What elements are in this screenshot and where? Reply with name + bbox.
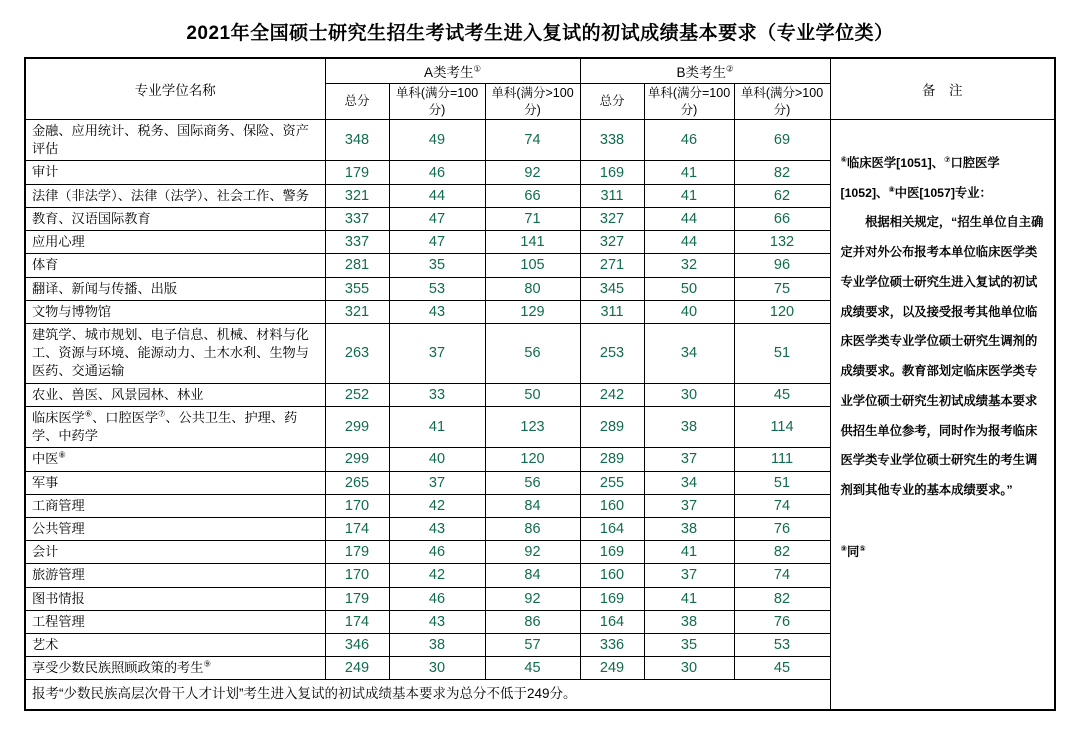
score-cell: 132 bbox=[734, 231, 830, 254]
score-cell: 348 bbox=[325, 120, 389, 161]
score-cell: 37 bbox=[389, 471, 485, 494]
score-cell: 41 bbox=[644, 541, 734, 564]
score-cell: 311 bbox=[580, 184, 644, 207]
score-cell: 35 bbox=[389, 254, 485, 277]
degree-name-cell: 中医⑧ bbox=[25, 448, 325, 471]
degree-name-cell: 应用心理 bbox=[25, 231, 325, 254]
score-cell: 337 bbox=[325, 231, 389, 254]
score-cell: 38 bbox=[644, 406, 734, 447]
score-cell: 86 bbox=[485, 610, 580, 633]
score-cell: 120 bbox=[734, 300, 830, 323]
score-cell: 46 bbox=[389, 587, 485, 610]
header-group-b: B类考生② bbox=[580, 58, 830, 84]
score-cell: 160 bbox=[580, 494, 644, 517]
score-cell: 33 bbox=[389, 383, 485, 406]
score-cell: 49 bbox=[389, 120, 485, 161]
score-cell: 41 bbox=[644, 587, 734, 610]
degree-name-cell: 建筑学、城市规划、电子信息、机械、材料与化工、资源与环境、能源动力、土木水利、生物与医药、交通运输 bbox=[25, 323, 325, 383]
degree-name-cell: 翻译、新闻与传播、出版 bbox=[25, 277, 325, 300]
score-cell: 43 bbox=[389, 300, 485, 323]
score-cell: 53 bbox=[734, 634, 830, 657]
header-row-groups bbox=[25, 58, 1055, 84]
score-cell: 96 bbox=[734, 254, 830, 277]
score-cell: 46 bbox=[389, 541, 485, 564]
degree-name-cell: 军事 bbox=[25, 471, 325, 494]
score-cell: 253 bbox=[580, 323, 644, 383]
score-cell: 56 bbox=[485, 323, 580, 383]
table-body bbox=[25, 120, 1055, 710]
score-cell: 44 bbox=[389, 184, 485, 207]
score-cell: 120 bbox=[485, 448, 580, 471]
score-cell: 169 bbox=[580, 161, 644, 184]
degree-name-cell: 体育 bbox=[25, 254, 325, 277]
score-cell: 74 bbox=[485, 120, 580, 161]
score-cell: 80 bbox=[485, 277, 580, 300]
score-cell: 51 bbox=[734, 471, 830, 494]
score-cell: 249 bbox=[325, 657, 389, 680]
score-cell: 43 bbox=[389, 517, 485, 540]
score-cell: 43 bbox=[389, 610, 485, 633]
score-cell: 169 bbox=[580, 541, 644, 564]
degree-name-cell: 审计 bbox=[25, 161, 325, 184]
score-cell: 35 bbox=[644, 634, 734, 657]
score-cell: 47 bbox=[389, 207, 485, 230]
score-cell: 355 bbox=[325, 277, 389, 300]
score-cell: 40 bbox=[644, 300, 734, 323]
score-cell: 299 bbox=[325, 406, 389, 447]
score-cell: 327 bbox=[580, 231, 644, 254]
score-cell: 38 bbox=[389, 634, 485, 657]
degree-name-cell: 文物与博物馆 bbox=[25, 300, 325, 323]
score-cell: 169 bbox=[580, 587, 644, 610]
remarks-body: 根据相关规定，“招生单位自主确定并对外公布报考本单位临床医学类专业学位硕士研究生进入复试的初试成绩要求，以及接受报考其他单位临床医学类专业学位硕士研究生调剂的成绩要求。教育部划定临床医学类专业学位硕士研究生初试成绩基本要求供招生单位参考，同时作为报考临床医学类专业学位硕士研究生的考生调剂到其他专业的基本成绩要求。” bbox=[840, 215, 1044, 497]
degree-name-cell: 工程管理 bbox=[25, 610, 325, 633]
score-cell: 271 bbox=[580, 254, 644, 277]
score-cell: 69 bbox=[734, 120, 830, 161]
score-cell: 92 bbox=[485, 161, 580, 184]
score-cell: 179 bbox=[325, 161, 389, 184]
remarks-tail: ⑨同⑤ bbox=[840, 543, 866, 559]
score-cell: 46 bbox=[389, 161, 485, 184]
score-cell: 84 bbox=[485, 494, 580, 517]
score-cell: 71 bbox=[485, 207, 580, 230]
score-cell: 82 bbox=[734, 161, 830, 184]
degree-name-cell: 金融、应用统计、税务、国际商务、保险、资产评估 bbox=[25, 120, 325, 161]
header-b-single-gt100: 单科(满分>100分) bbox=[734, 84, 830, 120]
header-b-total: 总分 bbox=[580, 84, 644, 120]
score-cell: 174 bbox=[325, 517, 389, 540]
degree-name-cell: 农业、兽医、风景园林、林业 bbox=[25, 383, 325, 406]
score-cell: 249 bbox=[580, 657, 644, 680]
score-cell: 34 bbox=[644, 471, 734, 494]
score-cell: 82 bbox=[734, 541, 830, 564]
page-title: 2021年全国硕士研究生招生考试考生进入复试的初试成绩基本要求（专业学位类） bbox=[186, 23, 894, 44]
score-cell: 38 bbox=[644, 610, 734, 633]
score-cell: 255 bbox=[580, 471, 644, 494]
score-cell: 164 bbox=[580, 517, 644, 540]
score-cell: 92 bbox=[485, 541, 580, 564]
score-cell: 37 bbox=[644, 564, 734, 587]
score-cell: 42 bbox=[389, 494, 485, 517]
footer-note: 报考“少数民族高层次骨干人才计划”考生进入复试的初试成绩基本要求为总分不低于249分。 bbox=[25, 680, 830, 710]
score-cell: 338 bbox=[580, 120, 644, 161]
score-cell: 345 bbox=[580, 277, 644, 300]
score-cell: 34 bbox=[644, 323, 734, 383]
score-cell: 321 bbox=[325, 300, 389, 323]
degree-name-cell: 公共管理 bbox=[25, 517, 325, 540]
score-table bbox=[24, 57, 1056, 711]
score-cell: 170 bbox=[325, 564, 389, 587]
score-cell: 337 bbox=[325, 207, 389, 230]
score-cell: 76 bbox=[734, 517, 830, 540]
score-cell: 42 bbox=[389, 564, 485, 587]
score-cell: 30 bbox=[389, 657, 485, 680]
score-cell: 174 bbox=[325, 610, 389, 633]
score-cell: 86 bbox=[485, 517, 580, 540]
score-cell: 47 bbox=[389, 231, 485, 254]
score-cell: 82 bbox=[734, 587, 830, 610]
score-cell: 46 bbox=[644, 120, 734, 161]
score-cell: 263 bbox=[325, 323, 389, 383]
header-degree-name: 专业学位名称 bbox=[25, 58, 325, 120]
remarks-heading: ⑥临床医学[1051]、⑦口腔医学[1052]、⑧中医[1057]专业： bbox=[840, 154, 1000, 201]
score-cell: 45 bbox=[734, 383, 830, 406]
table-row bbox=[25, 120, 1055, 161]
degree-name-cell: 临床医学⑥、口腔医学⑦、公共卫生、护理、药学、中药学 bbox=[25, 406, 325, 447]
score-cell: 346 bbox=[325, 634, 389, 657]
score-cell: 37 bbox=[389, 323, 485, 383]
degree-name-cell: 艺术 bbox=[25, 634, 325, 657]
score-cell: 74 bbox=[734, 564, 830, 587]
score-cell: 41 bbox=[389, 406, 485, 447]
score-cell: 56 bbox=[485, 471, 580, 494]
header-a-single-gt100: 单科(满分>100分) bbox=[485, 84, 580, 120]
score-cell: 40 bbox=[389, 448, 485, 471]
score-cell: 53 bbox=[389, 277, 485, 300]
score-cell: 111 bbox=[734, 448, 830, 471]
header-b-single-eq100: 单科(满分=100分) bbox=[644, 84, 734, 120]
score-cell: 265 bbox=[325, 471, 389, 494]
degree-name-cell: 图书情报 bbox=[25, 587, 325, 610]
header-group-a: A类考生① bbox=[325, 58, 580, 84]
header-remarks: 备 注 bbox=[830, 58, 1055, 120]
degree-name-cell: 工商管理 bbox=[25, 494, 325, 517]
score-cell: 84 bbox=[485, 564, 580, 587]
score-cell: 179 bbox=[325, 541, 389, 564]
score-cell: 66 bbox=[485, 184, 580, 207]
degree-name-cell: 教育、汉语国际教育 bbox=[25, 207, 325, 230]
score-cell: 45 bbox=[485, 657, 580, 680]
degree-name-cell: 享受少数民族照顾政策的考生⑨ bbox=[25, 657, 325, 680]
score-cell: 50 bbox=[485, 383, 580, 406]
score-cell: 30 bbox=[644, 657, 734, 680]
score-cell: 75 bbox=[734, 277, 830, 300]
score-cell: 57 bbox=[485, 634, 580, 657]
score-cell: 252 bbox=[325, 383, 389, 406]
degree-name-cell: 旅游管理 bbox=[25, 564, 325, 587]
degree-name-cell: 会计 bbox=[25, 541, 325, 564]
score-cell: 327 bbox=[580, 207, 644, 230]
score-cell: 160 bbox=[580, 564, 644, 587]
score-cell: 281 bbox=[325, 254, 389, 277]
score-cell: 129 bbox=[485, 300, 580, 323]
score-cell: 44 bbox=[644, 207, 734, 230]
score-cell: 44 bbox=[644, 231, 734, 254]
score-cell: 37 bbox=[644, 494, 734, 517]
score-cell: 141 bbox=[485, 231, 580, 254]
score-cell: 51 bbox=[734, 323, 830, 383]
score-cell: 336 bbox=[580, 634, 644, 657]
score-cell: 30 bbox=[644, 383, 734, 406]
score-cell: 62 bbox=[734, 184, 830, 207]
score-cell: 41 bbox=[644, 184, 734, 207]
score-cell: 164 bbox=[580, 610, 644, 633]
score-cell: 242 bbox=[580, 383, 644, 406]
score-cell: 105 bbox=[485, 254, 580, 277]
score-cell: 37 bbox=[644, 448, 734, 471]
score-cell: 74 bbox=[734, 494, 830, 517]
score-cell: 76 bbox=[734, 610, 830, 633]
score-cell: 45 bbox=[734, 657, 830, 680]
score-cell: 299 bbox=[325, 448, 389, 471]
degree-name-cell: 法律（非法学）、法律（法学）、社会工作、警务 bbox=[25, 184, 325, 207]
score-cell: 289 bbox=[580, 406, 644, 447]
score-cell: 38 bbox=[644, 517, 734, 540]
score-cell: 170 bbox=[325, 494, 389, 517]
score-cell: 41 bbox=[644, 161, 734, 184]
score-cell: 311 bbox=[580, 300, 644, 323]
score-cell: 32 bbox=[644, 254, 734, 277]
header-a-single-eq100: 单科(满分=100分) bbox=[389, 84, 485, 120]
score-cell: 66 bbox=[734, 207, 830, 230]
score-cell: 92 bbox=[485, 587, 580, 610]
score-cell: 123 bbox=[485, 406, 580, 447]
remarks-cell bbox=[830, 120, 1055, 710]
score-cell: 289 bbox=[580, 448, 644, 471]
score-cell: 114 bbox=[734, 406, 830, 447]
score-cell: 50 bbox=[644, 277, 734, 300]
score-cell: 321 bbox=[325, 184, 389, 207]
score-cell: 179 bbox=[325, 587, 389, 610]
header-a-total: 总分 bbox=[325, 84, 389, 120]
